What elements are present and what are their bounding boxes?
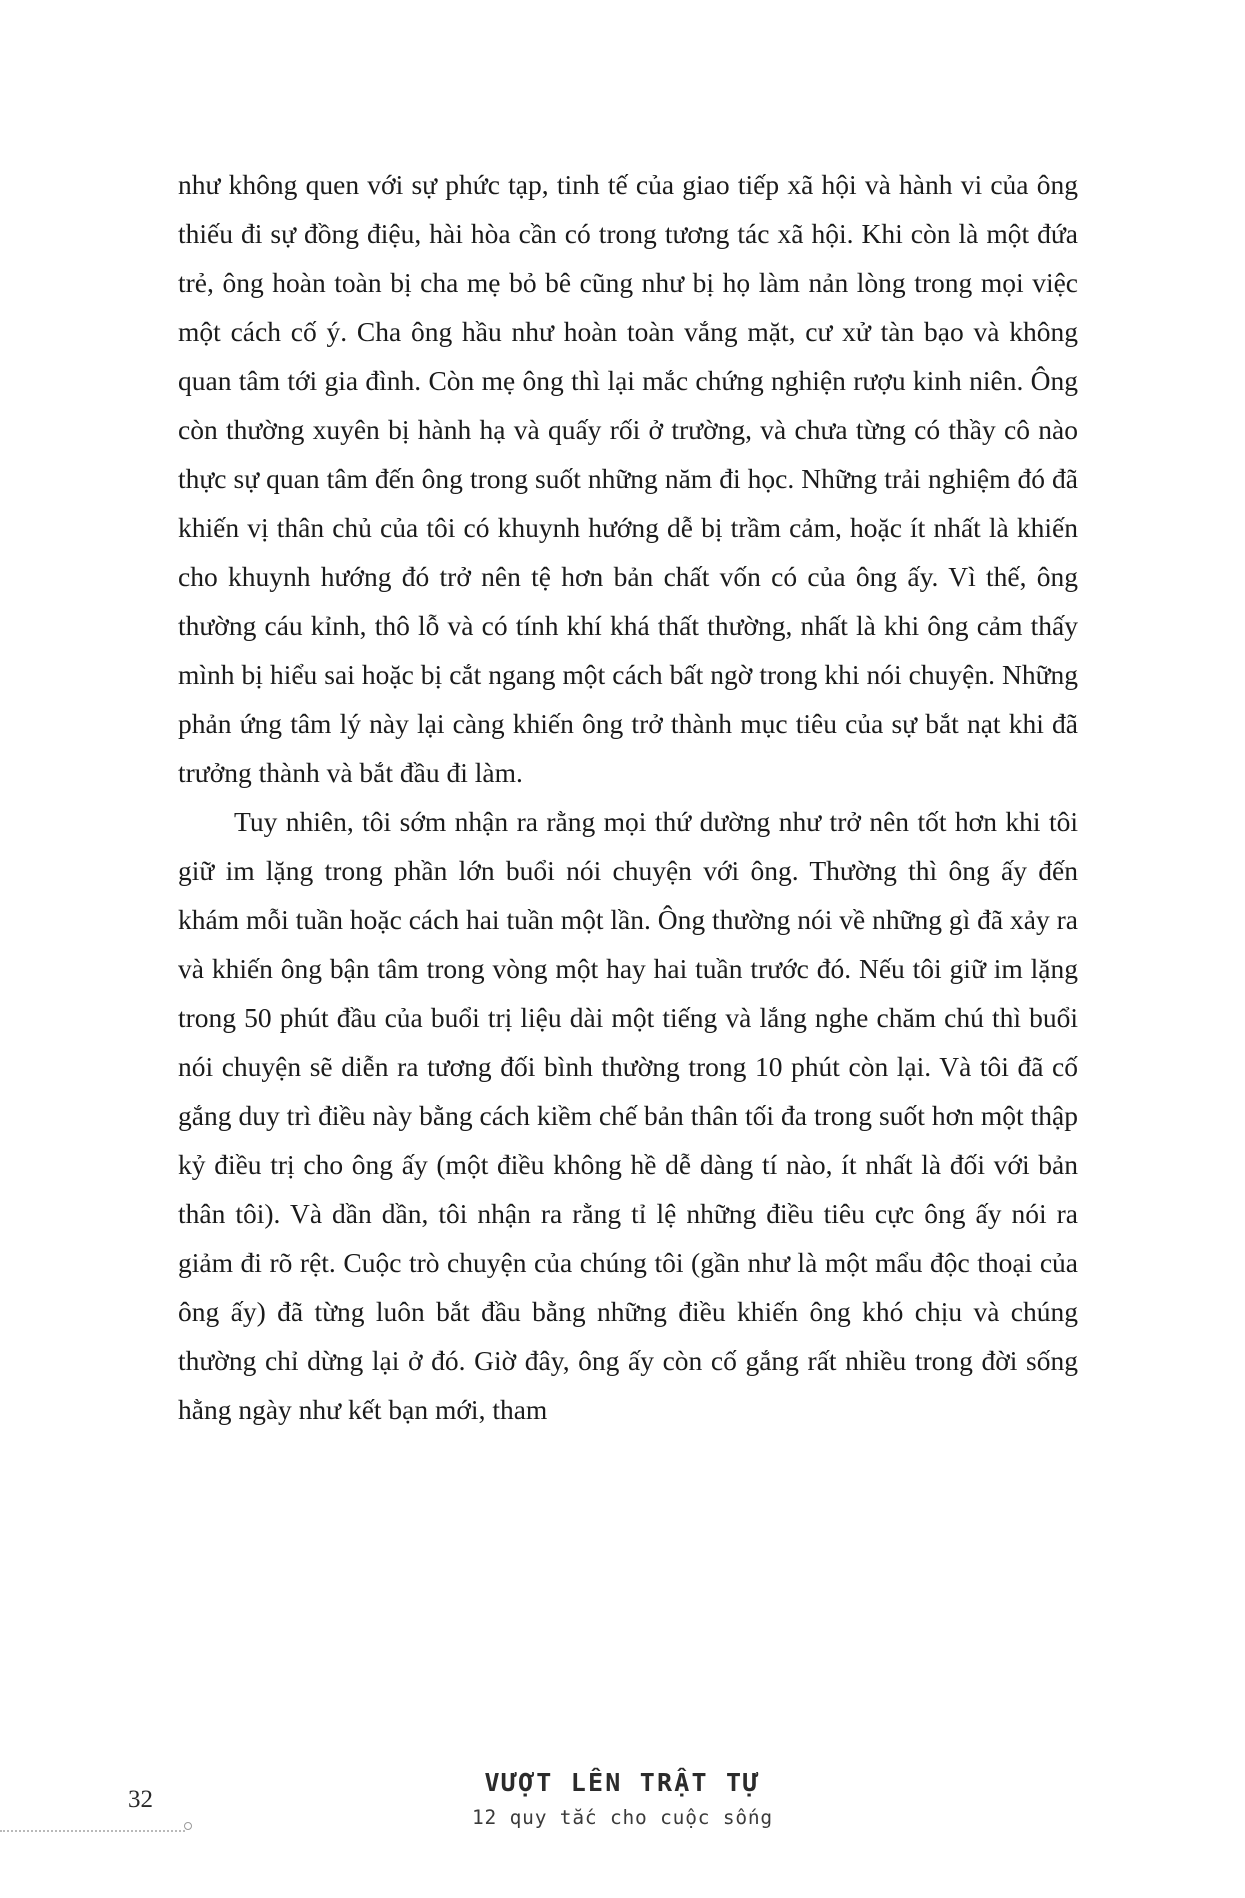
page-footer xyxy=(0,1708,1245,1898)
footer-book-title: VƯỢT LÊN TRẬT TỰ xyxy=(484,1768,761,1797)
footer-book-subtitle: 12 quy tắc cho cuộc sống xyxy=(472,1806,773,1829)
footer-book-info xyxy=(0,1768,1245,1829)
footer-dotted-rule xyxy=(0,1830,185,1832)
page-body xyxy=(178,160,1078,1434)
page-number: 32 xyxy=(128,1786,153,1813)
paragraph-2: Tuy nhiên, tôi sớm nhận ra rằng mọi thứ dường như trở nên tốt hơn khi tôi giữ im lặng trong phần lớn buổi nói chuyện với ông. Thường thì ông ấy đến khám mỗi tuần hoặc cách hai tuần một lần. Ông thường nói về những gì đã xảy ra và khiến ông bận tâm trong vòng một hay hai tuần trước đó. Nếu tôi giữ im lặng trong 50 phút đầu của buổi trị liệu dài một tiếng và lắng nghe chăm chú thì buổi nói chuyện sẽ diễn ra tương đối bình thường trong 10 phút còn lại. Và tôi đã cố gắng duy trì điều này bằng cách kiềm chế bản thân tối đa trong suốt hơn một thập kỷ điều trị cho ông ấy (một điều không hề dễ dàng tí nào, ít nhất là đối với bản thân tôi). Và dần dần, tôi nhận ra rằng tỉ lệ những điều tiêu cực ông ấy nói ra giảm đi rõ rệt. Cuộc trò chuyện của chúng tôi (gần như là một mẩu độc thoại của ông ấy) đã từng luôn bắt đầu bằng những điều khiến ông khó chịu và chúng thường chỉ dừng lại ở đó. Giờ đây, ông ấy còn cố gắng rất nhiều trong đời sống hằng ngày như kết bạn mới, tham xyxy=(178,806,1078,1425)
paragraph-1: như không quen với sự phức tạp, tinh tế của giao tiếp xã hội và hành vi của ông thiếu đi sự đồng điệu, hài hòa cần có trong tương tác xã hội. Khi còn là một đứa trẻ, ông hoàn toàn bị cha mẹ bỏ bê cũng như bị họ làm nản lòng trong mọi việc một cách cố ý. Cha ông hầu như hoàn toàn vắng mặt, cư xử tàn bạo và không quan tâm tới gia đình. Còn mẹ ông thì lại mắc chứng nghiện rượu kinh niên. Ông còn thường xuyên bị hành hạ và quấy rối ở trường, và chưa từng có thầy cô nào thực sự quan tâm đến ông trong suốt những năm đi học. Những trải nghiệm đó đã khiến vị thân chủ của tôi có khuynh hướng dễ bị trầm cảm, hoặc ít nhất là khiến cho khuynh hướng đó trở nên tệ hơn bản chất vốn có của ông ấy. Vì thế, ông thường cáu kỉnh, thô lỗ và có tính khí khá thất thường, nhất là khi ông cảm thấy mình bị hiểu sai hoặc bị cắt ngang một cách bất ngờ trong khi nói chuyện. Những phản ứng tâm lý này lại càng khiến ông trở thành mục tiêu của sự bắt nạt khi đã trưởng thành và bắt đầu đi làm. xyxy=(178,169,1078,788)
